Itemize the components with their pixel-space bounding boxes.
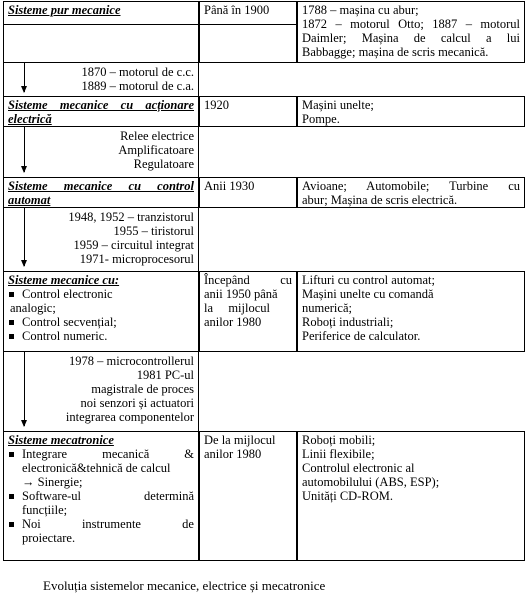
row4-bullet-list xyxy=(8,287,194,343)
row4-period-line: Începând cu xyxy=(204,273,292,287)
row5-bullet-list xyxy=(8,447,194,545)
row4-examples xyxy=(297,271,525,352)
transition-line: Relee electrice xyxy=(120,129,194,143)
row5-examples xyxy=(297,431,525,561)
row4-example-line: Periferice de calculator. xyxy=(302,329,421,343)
transition-line: 1889 – motorul de c.a. xyxy=(81,79,194,93)
transition-1-text xyxy=(82,65,194,93)
row1-examples xyxy=(297,1,525,63)
transition-4 xyxy=(3,352,199,431)
row3-example-line: Avioane; Automobile; Turbine cu xyxy=(302,179,520,193)
row2-heading-line: electrică xyxy=(8,112,52,126)
row4-period-line: anilor 1980 xyxy=(204,315,262,329)
row2-examples xyxy=(297,96,525,127)
transition-line: integrarea componentelor xyxy=(65,410,194,424)
row4-example-line: Mașini unelte cu comandă xyxy=(302,287,434,301)
row1-heading-spacer xyxy=(3,25,199,63)
bullet-continuation: electronică&tehnică de calcul xyxy=(22,461,171,475)
transition-3-text xyxy=(68,210,194,266)
row5-example-line: Controlul electronic al xyxy=(302,461,415,475)
transition-line: 1978 – microcontrollerul xyxy=(69,354,194,368)
row2-period xyxy=(199,96,297,127)
down-arrow-icon xyxy=(24,63,25,92)
bullet-item: Control secvențial; xyxy=(8,315,194,329)
row2-heading xyxy=(3,96,199,127)
row3-heading-line: Sisteme mecanice cu control xyxy=(8,179,194,193)
bullet-continuation: funcțiile; xyxy=(22,503,68,517)
row1-heading-text: Sisteme pur mecanice xyxy=(8,3,121,17)
row5-heading xyxy=(3,431,199,561)
row4-heading-text: Sisteme mecanice cu: xyxy=(8,273,120,287)
row5-period xyxy=(199,431,297,561)
row5-example-line: automobilului (ABS, ESP); xyxy=(302,475,440,489)
down-arrow-icon xyxy=(24,352,25,426)
row4-heading xyxy=(3,271,199,352)
row2-period-text: 1920 xyxy=(204,98,229,112)
row5-heading-text: Sisteme mecatronice xyxy=(8,433,114,447)
row4-example-line: numerică; xyxy=(302,301,352,315)
row2-heading-line: Sisteme mecanice cu acționare xyxy=(8,98,194,112)
transition-2-text xyxy=(118,129,194,171)
down-arrow-icon xyxy=(24,208,25,266)
transition-line: 1955 – tiristorul xyxy=(113,224,194,238)
bullet-item: Integrare mecanică & xyxy=(8,447,194,461)
transition-2 xyxy=(3,127,199,177)
row1-example-line: 1872 – motorul Otto; 1887 – motorul xyxy=(302,17,520,31)
row5-example-line: Unități CD-ROM. xyxy=(302,489,393,503)
bullet-continuation: analogic; xyxy=(10,301,56,315)
row3-example-line: abur; Mașina de scris electrică. xyxy=(302,193,458,207)
row5-example-line: Roboți mobili; xyxy=(302,433,376,447)
row3-heading xyxy=(3,177,199,208)
row4-period-line: anii 1950 până xyxy=(204,287,278,301)
transition-line: 1870 – motorul de c.c. xyxy=(81,65,194,79)
transition-line: noi senzori și actuatori xyxy=(80,396,194,410)
row4-example-line: Lifturi cu control automat; xyxy=(302,273,435,287)
row1-period-spacer xyxy=(199,25,297,63)
row4-period xyxy=(199,271,297,352)
bullet-item: Control electronic xyxy=(8,287,194,301)
transition-3 xyxy=(3,208,199,271)
figure-caption: Evoluția sistemelor mecanice, electrice și mecatronice xyxy=(43,578,326,593)
row1-heading xyxy=(3,1,199,25)
row2-example-line: Pompe. xyxy=(302,112,340,126)
row5-example-line: Linii flexibile; xyxy=(302,447,375,461)
row5-period-line: anilor 1980 xyxy=(204,447,262,461)
bullet-continuation: proiectare. xyxy=(22,531,76,545)
bullet-item: Control numeric. xyxy=(8,329,194,343)
row3-period xyxy=(199,177,297,208)
transition-line: 1959 – circuitul integrat xyxy=(73,238,194,252)
transition-line: Regulatoare xyxy=(133,157,194,171)
transition-line: 1981 PC-ul xyxy=(136,368,194,382)
bullet-item: Software-ul determină xyxy=(8,489,194,503)
row3-heading-line: automat xyxy=(8,193,51,207)
transition-line: 1971- microprocesorul xyxy=(79,252,194,266)
row4-period-line: la mijlocul xyxy=(204,301,270,315)
transition-1 xyxy=(3,63,199,96)
down-arrow-icon xyxy=(24,127,25,172)
row1-example-line: 1788 – mașina cu abur; xyxy=(302,3,419,17)
row3-period-text: Anii 1930 xyxy=(204,179,255,193)
transition-line: Amplificatoare xyxy=(118,143,194,157)
row5-period-line: De la mijlocul xyxy=(204,433,276,447)
row2-example-line: Mașini unelte; xyxy=(302,98,374,112)
transition-line: 1948, 1952 – tranzistorul xyxy=(68,210,194,224)
transition-line: magistrale de proces xyxy=(91,382,194,396)
row1-period-text: Până în 1900 xyxy=(204,3,270,17)
row1-example-line: Babbagge; mașina de scris mecanică. xyxy=(302,45,489,59)
row1-example-line: Daimler; Mașina de calcul a lui xyxy=(302,31,520,45)
row3-examples xyxy=(297,177,525,208)
bullet-item: Noi instrumente de xyxy=(8,517,194,531)
transition-4-text xyxy=(66,354,194,424)
row1-period xyxy=(199,1,297,25)
bullet-continuation: → Sinergie; xyxy=(22,475,83,489)
row4-example-line: Roboți industriali; xyxy=(302,315,394,329)
